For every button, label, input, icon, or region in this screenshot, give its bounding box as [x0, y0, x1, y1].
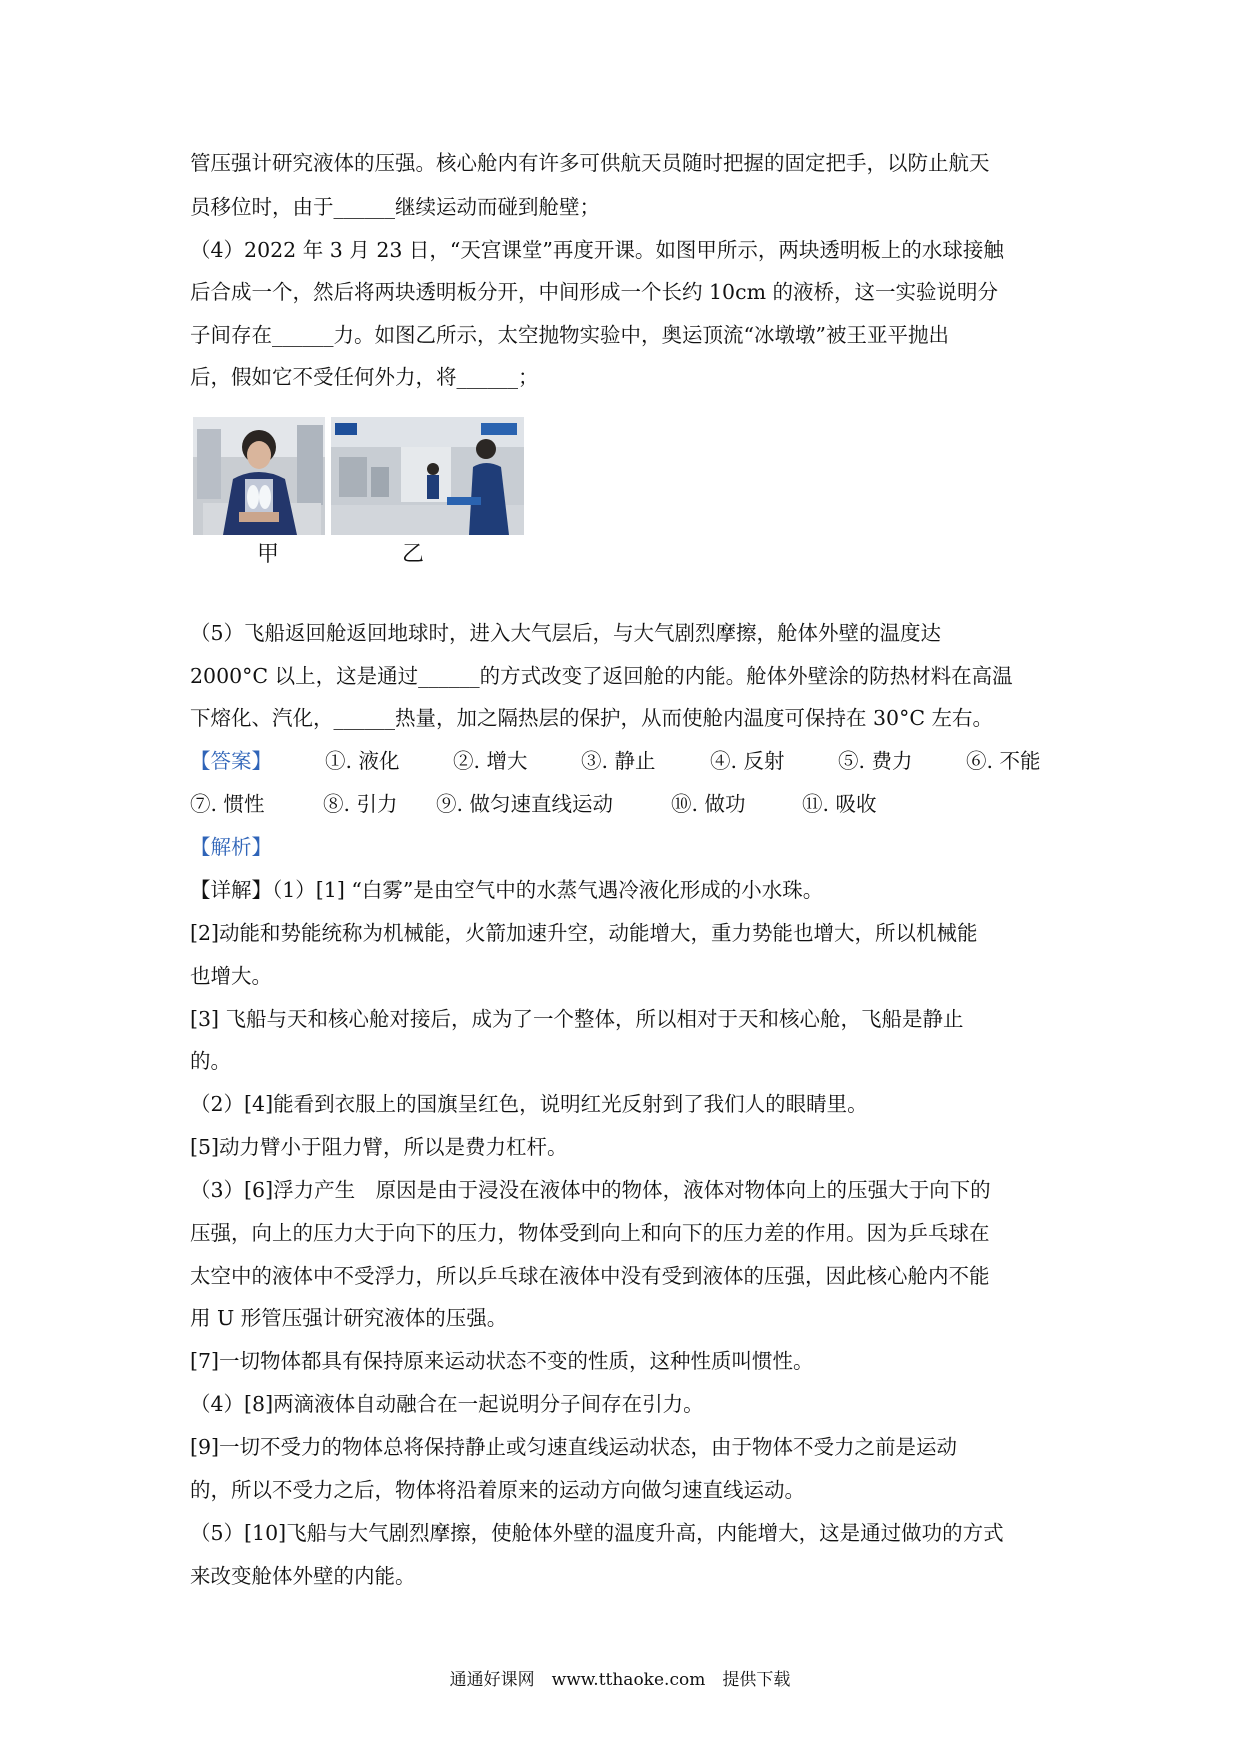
text-line: 的。: [190, 1049, 231, 1073]
answer-item: ②. 增大: [453, 749, 528, 773]
text-line: 员移位时，由于______继续运动而碰到舱壁；: [190, 195, 600, 219]
answer-item: ⑩. 做功: [671, 792, 746, 816]
figure-yi-caption: 乙: [402, 542, 425, 567]
text-line: 也增大。: [190, 964, 272, 988]
figure-jia-caption: 甲: [257, 542, 280, 567]
text-line: （5）飞船返回舱返回地球时，进入大气层后，与大气剧烈摩擦，舱体外壁的温度达: [190, 621, 942, 645]
text-line: [9]一切不受力的物体总将保持静止或匀速直线运动状态，由于物体不受力之前是运动: [190, 1435, 958, 1459]
answer-item: ⑨. 做匀速直线运动: [436, 792, 614, 816]
text-line: （5）[10]飞船与大气剧烈摩擦，使舱体外壁的温度升高，内能增大，这是通过做功的方式: [190, 1521, 1004, 1545]
text-line: 用 U 形管压强计研究液体的压强。: [190, 1306, 508, 1330]
answer-item: ⑪. 吸收: [802, 792, 877, 816]
answer-item: ⑤. 费力: [838, 749, 913, 773]
text-line: 来改变舱体外壁的内能。: [190, 1564, 416, 1588]
analysis-label: 【解析】: [190, 835, 272, 859]
text-line: [3] 飞船与天和核心舱对接后，成为了一个整体，所以相对于天和核心舱，飞船是静止: [190, 1007, 964, 1031]
answer-row-1: [190, 746, 1060, 776]
answer-item: ⑥. 不能: [966, 749, 1041, 773]
text-line: 太空中的液体中不受浮力，所以乒乓球在液体中没有受到液体的压强，因此核心舱内不能: [190, 1264, 990, 1288]
answer-row-2: [190, 789, 1060, 819]
text-line: （3）[6]浮力产生 原因是由于浸没在液体中的物体，液体对物体向上的压强大于向下的: [190, 1178, 991, 1202]
text-line: 后，假如它不受任何外力，将______；: [190, 365, 539, 389]
text-line: （2）[4]能看到衣服上的国旗呈红色，说明红光反射到了我们人的眼睛里。: [190, 1092, 868, 1116]
text-line: 后合成一个，然后将两块透明板分开，中间形成一个长约 10cm 的液桥，这一实验说明分: [190, 280, 999, 304]
answer-item: ⑦. 惯性: [190, 792, 265, 816]
text-line: 的，所以不受力之后，物体将沿着原来的运动方向做匀速直线运动。: [190, 1478, 805, 1502]
text-line: 2000°C 以上，这是通过______的方式改变了返回舱的内能。舱体外壁涂的防热材料在高温: [190, 664, 1013, 688]
answer-item: ①. 液化: [325, 749, 400, 773]
text-line: 压强，向上的压力大于向下的压力，物体受到向上和向下的压力差的作用。因为乒乓球在: [190, 1221, 990, 1245]
figure-jia-photo: [193, 417, 325, 535]
text-line: [2]动能和势能统称为机械能，火箭加速升空，动能增大，重力势能也增大，所以机械能: [190, 921, 978, 945]
text-line: （4）2022 年 3 月 23 日，“天宫课堂”再度开课。如图甲所示，两块透明板上的水球接触: [190, 238, 1004, 262]
answer-item: ④. 反射: [710, 749, 785, 773]
figure-yi-photo: [331, 417, 524, 535]
text-line: [5]动力臂小于阻力臂，所以是费力杠杆。: [190, 1135, 568, 1159]
page-footer: 通通好课网 www.tthaoke.com 提供下载: [449, 1670, 791, 1690]
text-line: 管压强计研究液体的压强。核心舱内有许多可供航天员随时把握的固定把手，以防止航天: [190, 151, 990, 175]
answer-label: 【答案】: [190, 749, 272, 773]
answer-item: ⑧. 引力: [323, 792, 398, 816]
text-line: 下熔化、汽化，______热量，加之隔热层的保护，从而使舱内温度可保持在 30°C 左右。: [190, 706, 994, 730]
text-line: （4）[8]两滴液体自动融合在一起说明分子间存在引力。: [190, 1392, 704, 1416]
text-line: 【详解】（1）[1] “白雾”是由空气中的水蒸气遇冷液化形成的小水珠。: [190, 878, 824, 902]
text-line: 子间存在______力。如图乙所示，太空抛物实验中，奥运顶流“冰墩墩”被王亚平抛出: [190, 323, 949, 347]
answer-item: ③. 静止: [581, 749, 656, 773]
text-line: [7]一切物体都具有保持原来运动状态不变的性质，这种性质叫惯性。: [190, 1349, 814, 1373]
